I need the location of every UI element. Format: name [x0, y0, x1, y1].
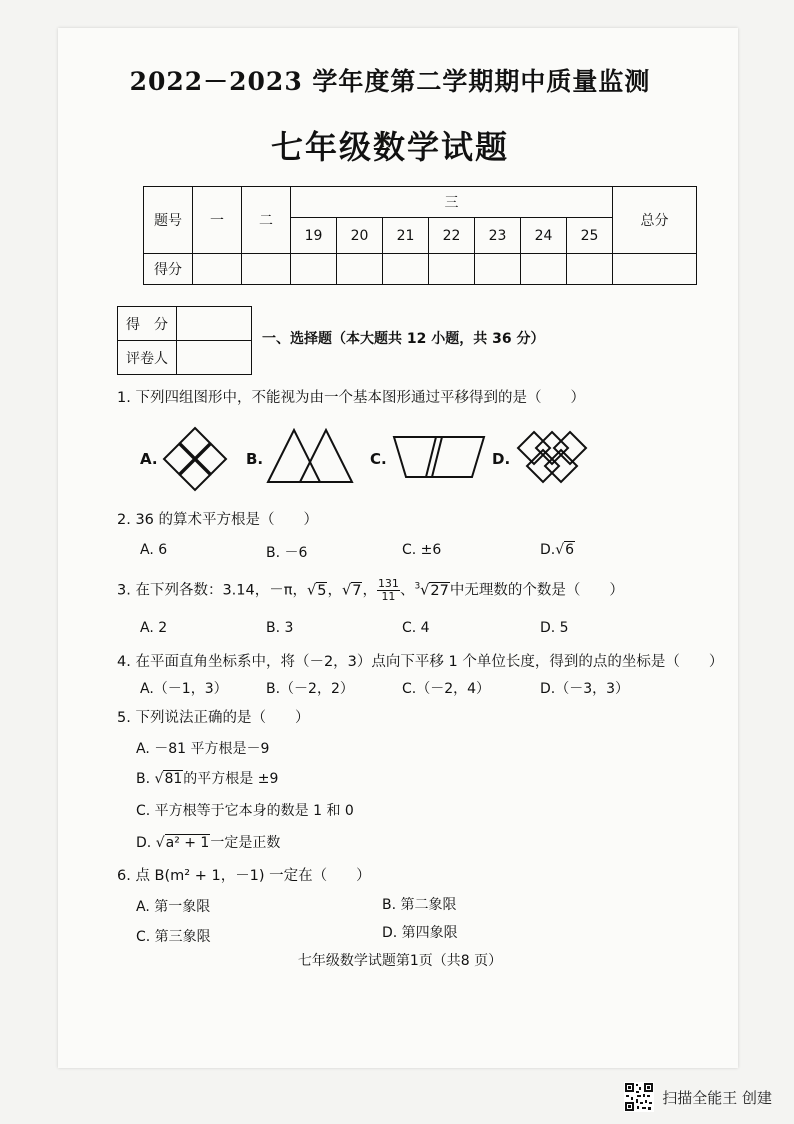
question-3-stem: 3. 在下列各数：3.14，－π，√5，√7， $\frac{131}{11}$ 、$^3$√27中无理数的个数是（ ）: [117, 577, 624, 603]
score-table-q20: 20: [337, 218, 383, 254]
q2-option-b: B. －6: [266, 545, 308, 561]
q3-option-d: D. 5: [540, 620, 569, 636]
q5-option-d: D. √a² + 1一定是正数: [136, 835, 281, 851]
score-cell: [475, 254, 521, 285]
grader-box: [117, 306, 252, 375]
score-table-q19: 19: [291, 218, 337, 254]
watermark-text: 扫描全能王 创建: [662, 1088, 772, 1107]
score-table-header-label: 题号: [144, 187, 193, 254]
score-table-q23: 23: [475, 218, 521, 254]
sqrt-sign: √: [155, 835, 165, 851]
fraction: $\frac{131}{11}$: [377, 577, 399, 603]
grader-name-label: 评卷人: [118, 341, 177, 375]
q1-option-b-label: B.: [246, 450, 264, 468]
sqrt-sign: √: [306, 582, 317, 599]
score-table-q21: 21: [383, 218, 429, 254]
question-4-stem: 4. 在平面直角坐标系中，将（－2，3）点向下平移 1 个单位长度，得到的点的坐标是（ ）: [117, 654, 724, 670]
q3-option-c: C. 4: [402, 620, 430, 636]
q3-option-b: B. 3: [266, 620, 294, 636]
score-cell: [429, 254, 475, 285]
q4-option-a: A.（－1，3）: [140, 681, 228, 697]
grader-score-label: 得 分: [118, 307, 177, 341]
q2-option-a: A. 6: [140, 542, 168, 558]
score-table-q24: 24: [521, 218, 567, 254]
sqrt-sign: √: [420, 582, 430, 599]
q6-option-c: C. 第三象限: [136, 929, 211, 945]
score-cell: [242, 254, 291, 285]
qr-code-icon: [624, 1082, 654, 1112]
score-cell: [193, 254, 242, 285]
grader-score-cell: [177, 307, 252, 341]
score-table-q22: 22: [429, 218, 475, 254]
q2-option-c: C. ±6: [402, 542, 442, 558]
q1-option-d-label: D.: [492, 450, 511, 468]
q1-figure-d-overlapping-squares: [514, 428, 590, 490]
score-table-q25: 25: [567, 218, 613, 254]
score-cell: [383, 254, 429, 285]
q1-figure-b-triangles: [266, 428, 356, 484]
q3-option-a: A. 2: [140, 620, 168, 636]
q6-option-b: B. 第二象限: [382, 897, 457, 913]
score-cell: [337, 254, 383, 285]
q5-option-b: B. √81的平方根是 ±9: [136, 771, 279, 787]
grader-name-cell: [177, 341, 252, 375]
q4-option-c: C.（－2，4）: [402, 681, 491, 697]
q5-option-a: A. －81 平方根是－9: [136, 741, 270, 757]
bleed-through-marks: [686, 150, 699, 169]
exam-subject-title: 七年级数学试题: [270, 128, 509, 166]
question-5-stem: 5. 下列说法正确的是（ ）: [117, 710, 310, 726]
q6-option-d: D. 第四象限: [382, 925, 458, 941]
score-table: [143, 186, 697, 285]
score-cell: [521, 254, 567, 285]
score-table-col-1: 一: [193, 187, 242, 254]
question-6-stem: 6. 点 B(m² + 1，－1) 一定在（ ）: [117, 868, 371, 884]
q4-option-b: B.（－2，2）: [266, 681, 354, 697]
score-cell: [567, 254, 613, 285]
q4-option-d: D.（－3，3）: [540, 681, 630, 697]
score-cell: [613, 254, 697, 285]
score-table-col-3: 三: [291, 187, 613, 218]
q6-option-a: A. 第一象限: [136, 899, 211, 915]
section-heading: 一、选择题（本大题共 12 小题，共 36 分）: [262, 331, 545, 347]
q1-option-c-label: C.: [370, 450, 387, 468]
question-2-stem: 2. 36 的算术平方根是（ ）: [117, 512, 319, 528]
q1-figure-c-parallelograms: [392, 434, 486, 480]
exam-title: 2022－2023 学年度第二学期期中质量监测: [129, 67, 651, 96]
q1-figure-a-diamonds: [162, 426, 228, 492]
page-footer: 七年级数学试题第1页（共8 页）: [297, 953, 503, 969]
q5-option-c: C. 平方根等于它本身的数是 1 和 0: [136, 803, 354, 819]
score-table-total: 总分: [613, 187, 697, 254]
question-1-stem: 1. 下列四组图形中，不能视为由一个基本图形通过平移得到的是（ ）: [117, 390, 585, 406]
sqrt-sign: √: [341, 582, 352, 599]
scanner-watermark: [624, 1082, 772, 1112]
score-table-score-label: 得分: [144, 254, 193, 285]
q1-option-a-label: A.: [140, 450, 158, 468]
q2-option-d: D.√6: [540, 542, 575, 558]
sqrt-sign: √: [555, 542, 565, 558]
score-cell: [291, 254, 337, 285]
sqrt-sign: √: [154, 771, 164, 787]
score-table-col-2: 二: [242, 187, 291, 254]
